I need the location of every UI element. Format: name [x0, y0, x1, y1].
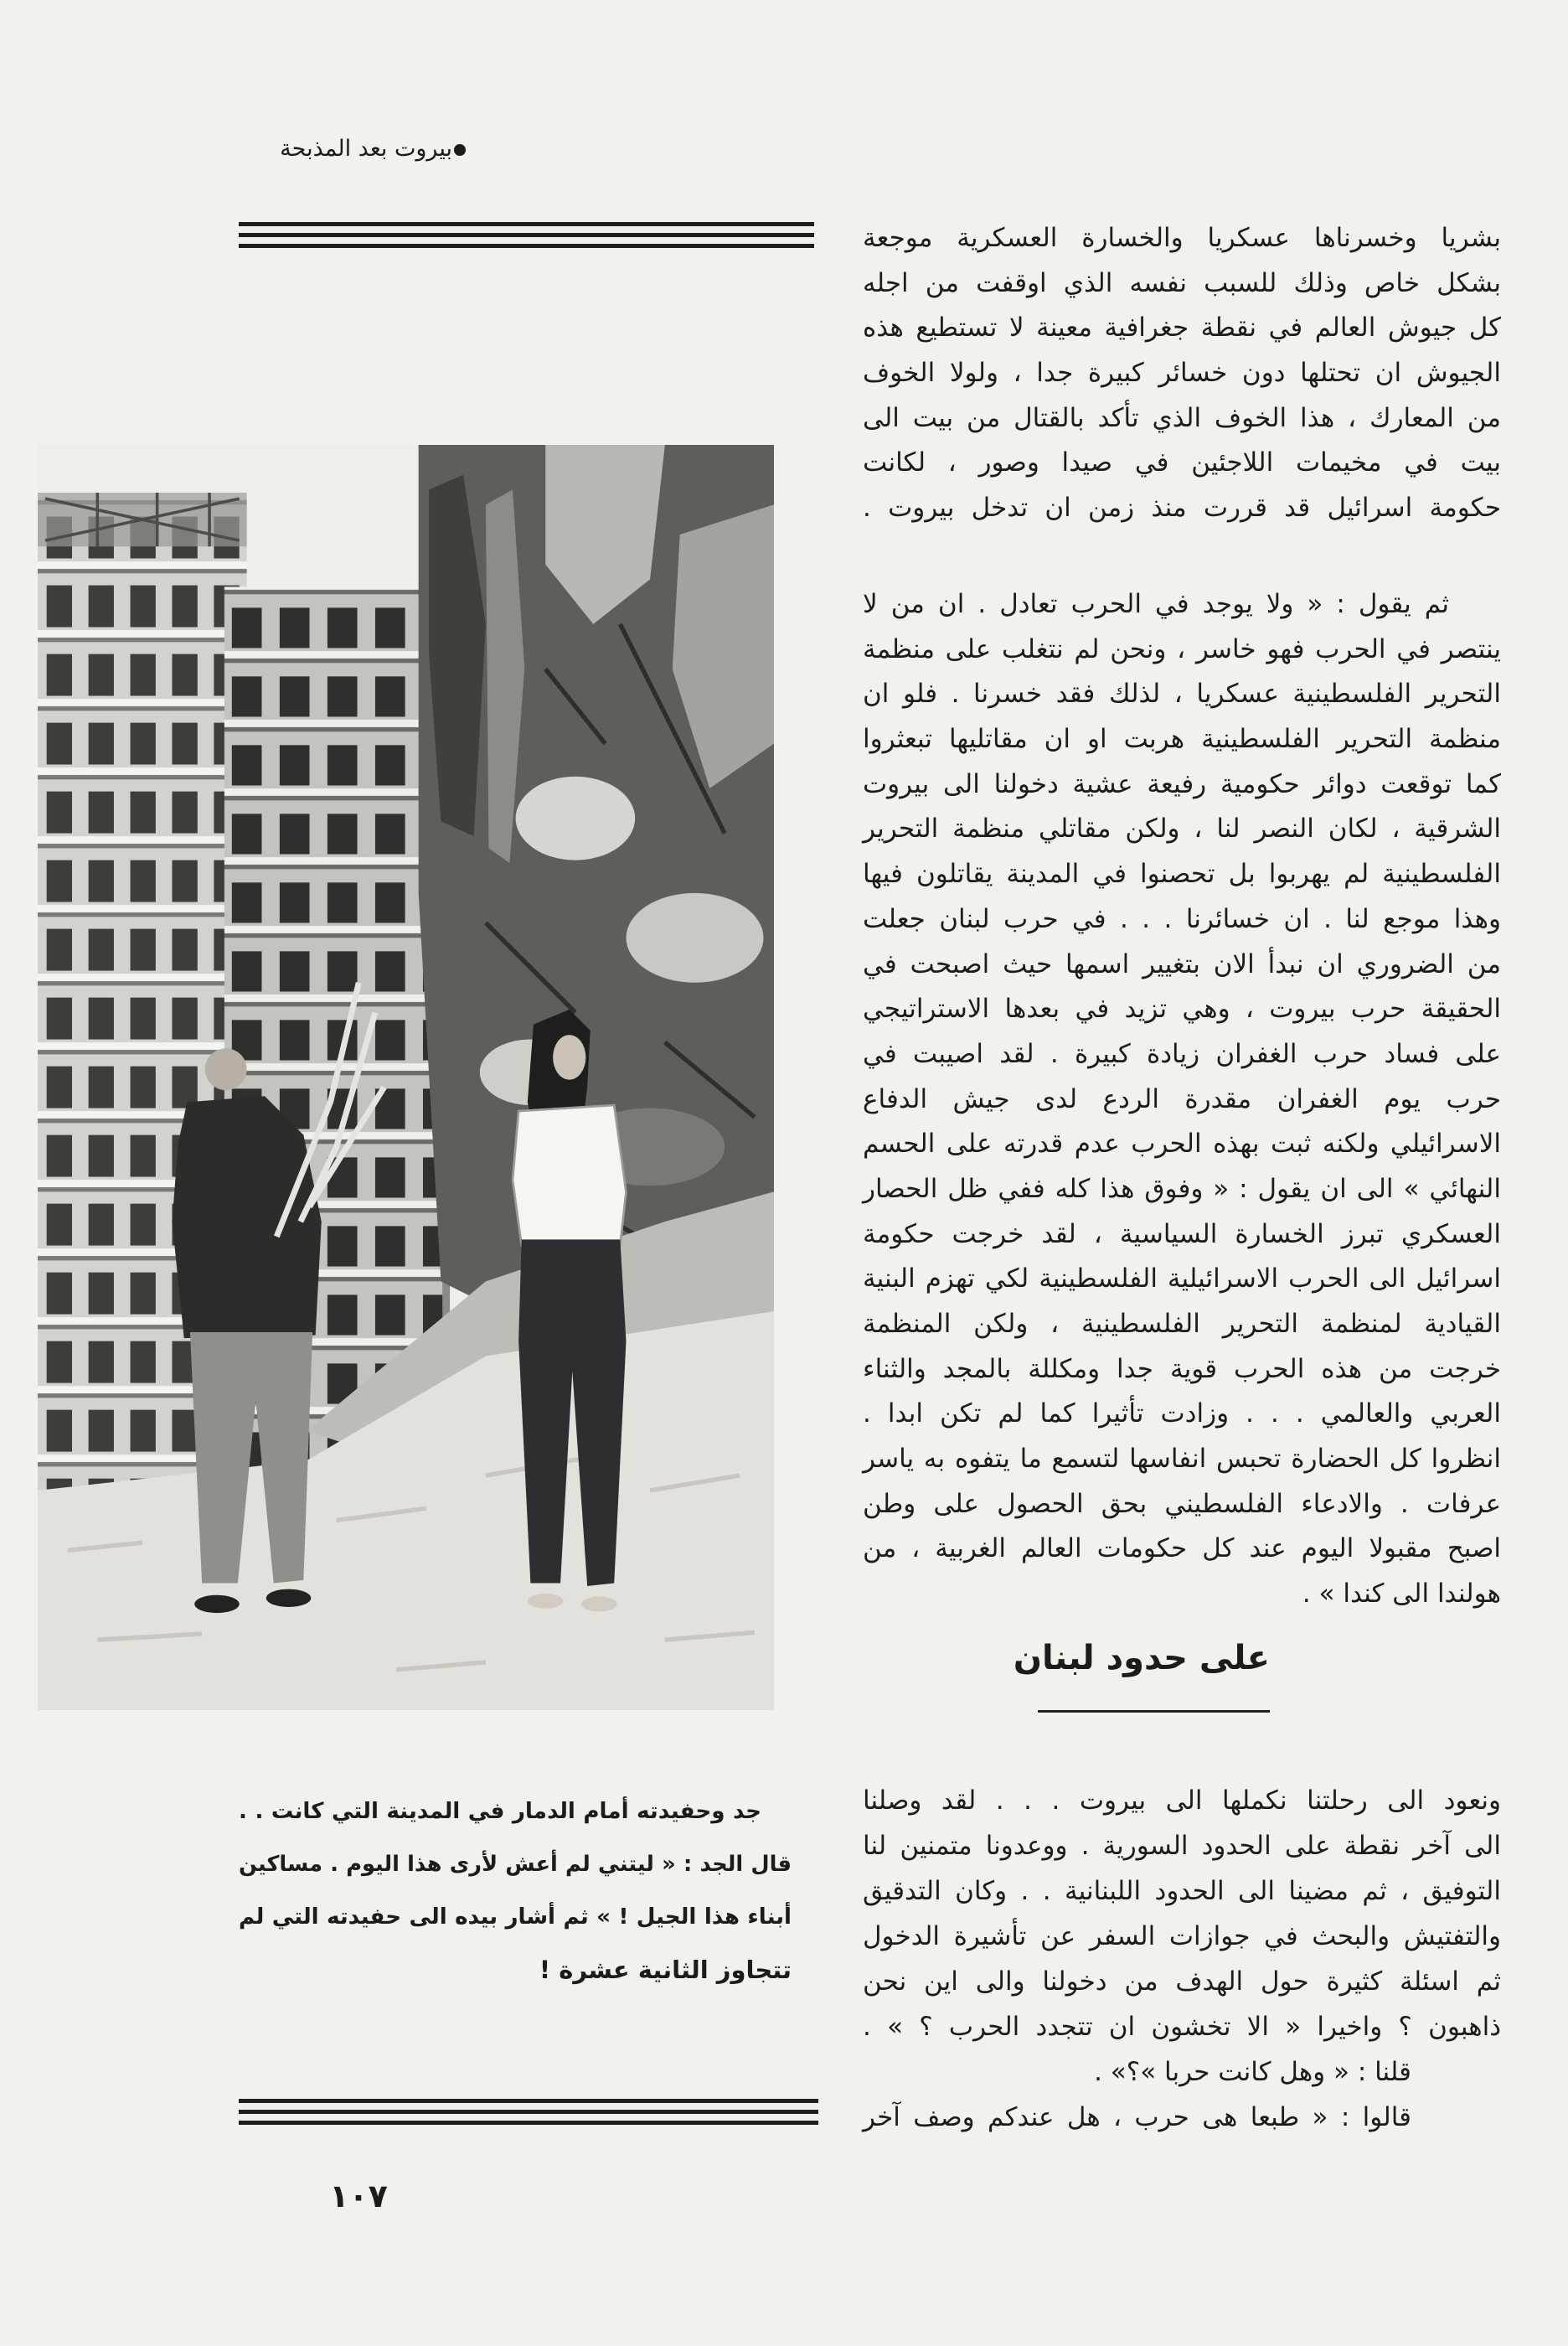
line-text: من المعارك ، هذا الخوف الذي تأكد بالقتال من بيت الى	[863, 402, 1501, 433]
line-text: قلنا : « وهل كانت حربا »؟» .	[1094, 2057, 1411, 2087]
text-line	[863, 628, 1501, 673]
rule-line	[239, 2110, 818, 2114]
text-line	[863, 261, 1501, 307]
caption-line	[239, 1838, 792, 1891]
text-line	[863, 441, 1501, 486]
line-text: ذاهبون ؟ واخيرا « الا تخشون ان تتجدد الحرب ؟ » .	[863, 2012, 1501, 2042]
granddaughter-top	[513, 1105, 627, 1246]
text-line	[863, 1392, 1501, 1437]
rule-line	[239, 244, 814, 248]
rule-line	[239, 233, 814, 237]
text-line	[863, 2049, 1501, 2095]
line-text: الحقيقة حرب بيروت ، وهي تزيد في بعدها الاستراتيجي	[863, 994, 1501, 1025]
text-line	[863, 1914, 1501, 1959]
line-text: النهائي » الى ان يقول : « وفوق هذا كله ففي ظل الحصار	[863, 1173, 1501, 1204]
rule-line	[239, 2121, 818, 2125]
rule-top	[239, 222, 814, 255]
grandfather-shoe	[194, 1595, 239, 1613]
paragraph-3	[863, 1778, 1501, 2140]
text-line	[863, 216, 1501, 261]
line-text: الفلسطينية لم يهربوا بل تحصنوا في المدينة يقاتلون فيها	[863, 859, 1501, 890]
photo	[38, 445, 774, 1710]
paragraph-1	[863, 216, 1501, 531]
line-text: كل جيوش العالم في نقطة جغرافية معينة لا تستطيع هذه	[863, 313, 1501, 344]
rule-line	[239, 2099, 818, 2103]
text-line	[863, 807, 1501, 852]
line-text: التحرير الفلسطينية عسكريا ، لذلك فقد خسرنا . فلو ان	[863, 679, 1501, 710]
text-line	[863, 987, 1501, 1032]
caption-line	[239, 1785, 792, 1838]
caption-text: جد وحفيدته أمام الدمار في المدينة التي كانت . .	[239, 1799, 761, 1824]
line-text: وهذا موجع لنا . ان خسائرنا . . . في حرب لبنان جعلت	[863, 903, 1501, 934]
line-text: عرفات . والادعاء الفلسطيني بحق الحصول على وطن	[863, 1488, 1501, 1519]
line-text: ونعود الى رحلتنا نكملها الى بيروت . . . لقد وصلنا	[863, 1785, 1501, 1816]
line-text: على فساد حرب الغفران زيادة كبيرة . لقد اصيبت في	[863, 1038, 1501, 1069]
line-text: بشريا وخسرناها عسكريا والخسارة العسكرية موجعة	[863, 223, 1501, 253]
line-text: ثم يقول : « ولا يوجد في الحرب تعادل . ان من لا	[863, 589, 1449, 619]
text-line	[863, 672, 1501, 717]
text-line	[863, 1302, 1501, 1347]
caption-text: أبناء هذا الجيل ! » ثم أشار بيده الى حفيدته التي لم	[239, 1904, 792, 1930]
granddaughter-foot	[528, 1594, 564, 1609]
paragraph-2	[863, 582, 1501, 1617]
text-line	[863, 1257, 1501, 1302]
line-text: الاسرائيلي ولكنه ثبت بهذه الحرب عدم قدرته على الحسم	[863, 1129, 1501, 1160]
text-line	[863, 1778, 1501, 1823]
caption-text: تتجاوز الثانية عشرة !	[539, 1956, 792, 1984]
grandfather-shirt	[172, 1096, 321, 1338]
granddaughter-foot	[581, 1597, 617, 1612]
text-line	[863, 486, 1501, 531]
text-line	[863, 1959, 1501, 2004]
grandfather-head	[205, 1048, 247, 1090]
line-text: اصبح مقبولا اليوم عند كل حكومات العالم الغربية ، من	[863, 1533, 1501, 1564]
text-line	[863, 2004, 1501, 2049]
caption-line	[239, 1891, 792, 1944]
granddaughter-face	[553, 1035, 585, 1079]
text-line	[863, 1122, 1501, 1167]
text-line	[863, 1482, 1501, 1527]
text-line	[863, 582, 1501, 628]
text-line	[863, 897, 1501, 943]
text-line	[863, 1868, 1501, 1914]
running-header	[168, 132, 466, 166]
line-text: الشرقية ، لكان النصر لنا ، ولكن مقاتلي منظمة التحرير	[863, 814, 1501, 845]
text-line	[863, 2095, 1501, 2140]
page-number: ١٠٧	[329, 2178, 388, 2214]
line-text: ينتصر في الحرب فهو خاسر ، ونحن لم نتغلب على منظمة	[863, 633, 1501, 664]
text-line	[863, 1527, 1501, 1572]
text-line	[863, 396, 1501, 442]
line-text: التوفيق ، ثم مضينا الى الحدود اللبنانية . . وكان التدقيق	[863, 1876, 1501, 1906]
section-heading: على حدود لبنان	[1013, 1639, 1270, 1677]
line-text: القيادية لمنظمة التحرير الفلسطينية ، ولكن المنظمة	[863, 1309, 1501, 1339]
text-line	[863, 1167, 1501, 1212]
text-line	[863, 717, 1501, 762]
line-text: الجيوش ان تحتلها دون خسائر كبيرة جدا ، ولولا الخوف	[863, 358, 1501, 389]
text-line	[863, 1032, 1501, 1077]
text-line	[863, 1572, 1501, 1617]
caption-line	[239, 1944, 792, 1997]
heading-underline	[1038, 1710, 1270, 1713]
line-text: العسكري تبرز الخسارة السياسية ، لقد خرجت حكومة	[863, 1218, 1501, 1249]
text-line	[863, 1212, 1501, 1258]
rubble-debris	[516, 777, 636, 860]
text-line	[863, 1823, 1501, 1868]
text-line	[863, 351, 1501, 396]
line-text: العربي والعالمي . . . وزادت تأثيرا كما لم تكن ابدا .	[863, 1398, 1501, 1429]
line-text: حرب يوم الغفران مقدرة الردع لدى جيش الدفاع	[863, 1083, 1501, 1114]
text-line	[863, 1347, 1501, 1393]
rubble-debris	[626, 893, 763, 983]
running-title: بيروت بعد المذبحة	[280, 136, 452, 162]
line-text: بيت في مخيمات اللاجئين في صيدا وصور ، لكانت	[863, 447, 1501, 478]
line-text: من الضروري ان نبدأ الان بتغيير اسمها حيث اصبحت في	[863, 948, 1501, 979]
grandfather-shoe	[266, 1589, 311, 1607]
text-line	[863, 1077, 1501, 1123]
text-line	[863, 1437, 1501, 1482]
line-text: والتفتيش والبحث في جوازات السفر عن تأشيرة الدخول	[863, 1921, 1501, 1951]
text-line	[863, 943, 1501, 988]
rule-bottom	[239, 2099, 818, 2132]
line-text: هولندا الى كندا » .	[1302, 1579, 1501, 1610]
text-line	[863, 762, 1501, 808]
caption-text: قال الجد : « ليتني لم أعش لأرى هذا اليوم . مساكين	[239, 1852, 792, 1877]
line-text: قالوا : « طبعا هى حرب ، هل عندكم وصف آخر	[863, 2102, 1411, 2132]
line-text: اسرائيل الى الحرب الاسرائيلية الفلسطينية لكي تهزم البنية	[863, 1263, 1501, 1294]
rule-line	[239, 222, 814, 226]
text-line	[863, 306, 1501, 351]
bullet-icon	[454, 144, 466, 156]
line-text: الى آخر نقطة على الحدود السورية . ووعدونا متمنين لنا	[863, 1831, 1501, 1861]
line-text: بشكل خاص وذلك للسبب نفسه الذي اوقفت من اجله	[863, 267, 1501, 298]
line-text: حكومة اسرائيل قد قررت منذ زمن ان تدخل بيروت .	[863, 493, 1501, 524]
line-text: انظروا كل الحضارة تحبس انفاسها لتسمع ما يتفوه به ياسر	[863, 1444, 1501, 1475]
line-text: ثم اسئلة كثيرة حول الهدف من دخولنا والى اين نحن	[863, 1966, 1501, 1997]
line-text: خرجت من هذه الحرب قوية جدا ومكللة بالمجد والثناء	[863, 1353, 1501, 1384]
photo-caption	[239, 1785, 792, 1997]
text-line	[863, 852, 1501, 897]
line-text: كما توقعت دوائر حكومية رفيعة عشية دخولنا الى بيروت	[863, 768, 1501, 799]
line-text: منظمة التحرير الفلسطينية هربت او ان مقاتليها تبعثروا	[863, 724, 1501, 755]
